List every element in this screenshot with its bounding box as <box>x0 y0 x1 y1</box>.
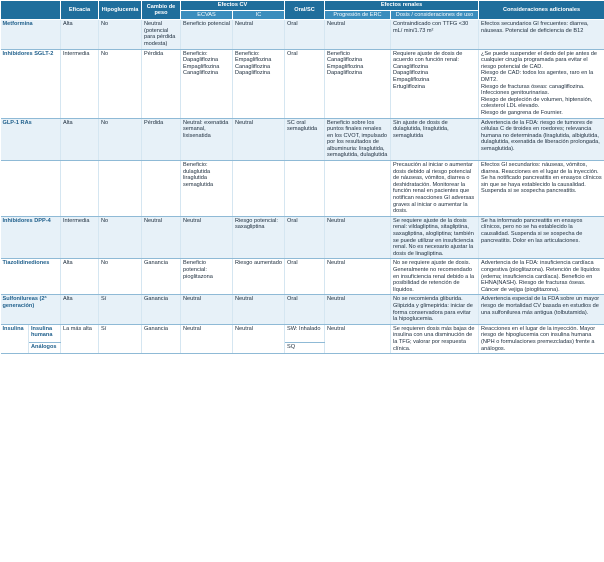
row-metformin <box>1 20 604 49</box>
cell-line: Dapagliflozina <box>183 57 219 64</box>
considerations-cell: Advertencia especial de la FDA sobre un mayor riesgo de mortalidad CV basada en estudios de una sulfonilurea más antigua (tolbutamida). <box>479 295 604 324</box>
dose-cell: Precaución al iniciar o aumentar dosis debido al riesgo potencial de náuseas, vómitos, diarrea o deshidratación. Monitorear la función renal en pacientes que notifican reacciones GI adversas graves al iniciar o aumentar la dosis. <box>391 161 479 217</box>
header-considerations: Consideraciones adicionales <box>479 1 604 20</box>
erc-cell: Neutral <box>325 216 391 259</box>
hypoglycemia-cell: Sí <box>99 324 142 353</box>
blank-cell <box>99 161 142 217</box>
dose-cell: No se requiere ajuste de dosis. Generalmente no recomendado en insuficiencia renal debido a la posibilidad de retención de líquidos. <box>391 259 479 295</box>
ecvas-cell <box>181 49 233 118</box>
insulin-subtype: Análogos <box>29 343 61 354</box>
header-cv-effects: Efectos CV <box>181 1 285 11</box>
cell-line: Dapagliflozina <box>327 70 363 77</box>
considerations-cell: Efectos secundarios GI frecuentes: diarrea, náuseas. Potencial de deficiencia de B12 <box>479 20 604 49</box>
erc-cell: Neutral <box>325 20 391 49</box>
cell-line: Canagliflozina <box>327 57 363 64</box>
blank-cell <box>233 161 285 217</box>
cell-line: semaglutida <box>183 181 214 188</box>
header-oral-sc: Oral/SC <box>285 1 325 20</box>
cell-line: Beneficio <box>327 50 351 57</box>
row-insulin <box>1 324 604 342</box>
blank-cell <box>1 161 61 217</box>
header-hypoglycemia: Hipoglucemia <box>99 1 142 20</box>
considerations-cell: Advertencia de la FDA: insuficiencia cardíaca congestiva (pioglitazona). Retención de líquidos (edema; insuficiencia cardíaca). Beneficio en EHNA(NASH). Riesgo de fracturas óseas. Cáncer de vejiga (pioglitazona). <box>479 259 604 295</box>
dose-cell: No se recomienda gliburida. Glipizida y glimepirida: iniciar de forma conservadora para evitar la hipoglucemia. <box>391 295 479 324</box>
cell-line: Beneficio: <box>183 50 208 57</box>
efficacy-cell: Intermedia <box>61 49 99 118</box>
route-cell: Oral <box>285 20 325 49</box>
row-dpp4 <box>1 216 604 259</box>
route-cell: SW: Inhalado <box>285 324 325 342</box>
efficacy-cell: Alta <box>61 118 99 161</box>
hypoglycemia-cell: No <box>99 49 142 118</box>
ic-cell: Riesgo aumentado <box>233 259 285 295</box>
considerations-cell: Advertencia de la FDA: riesgo de tumores de células C de tiroides en roedores; relevancia humana no determinada (liraglutida, albiglutida, dulaglutida, exenatida de liberación prolongada, semaglutida). <box>479 118 604 161</box>
ecvas-cell: Neutral <box>181 295 233 324</box>
cell-line: Infecciones genitourinarias. <box>481 90 550 97</box>
drug-name: Insulina <box>1 324 29 353</box>
route-cell: Oral <box>285 259 325 295</box>
drug-name: Tiazolidinediones <box>1 259 61 295</box>
cell-line: dulaglutida <box>183 168 211 175</box>
dose-cell: Contraindicado con TTFG <30 mL/ min/1.73 m² <box>391 20 479 49</box>
ic-cell: Neutral <box>233 295 285 324</box>
row-sglt2 <box>1 49 604 118</box>
ecvas-cell: Beneficio potencial: pioglitazona <box>181 259 233 295</box>
cell-line: Riesgo de CAD: todos los agentes, raro en la DMT2. <box>481 70 594 83</box>
weight-cell: Neutral <box>142 216 181 259</box>
cell-line: Riesgo de depleción de volumen, hiptensión, colesterol LDL elevado. <box>481 96 593 110</box>
drug-name: Sulfonilureas (2ª generación) <box>1 295 61 324</box>
cell-line: Riesgo de gangrena de Fournier. <box>481 109 563 116</box>
blank-cell <box>142 161 181 217</box>
dose-cell: Sin ajuste de dosis de dulaglutida, liraglutida, semaglutida <box>391 118 479 161</box>
header-renal-effects: Efectos renales <box>325 1 479 11</box>
drug-name: Inhibidores SGLT-2 <box>1 49 61 118</box>
hypoglycemia-cell: No <box>99 216 142 259</box>
route-cell: Oral <box>285 49 325 118</box>
ic-cell: Riesgo potencial: saxagliptina <box>233 216 285 259</box>
cell-line: Canagliflozina <box>235 63 271 70</box>
weight-cell: Ganancia <box>142 324 181 353</box>
cell-line: Dapagliflozina <box>235 70 271 77</box>
cell-line: Empagliflozina <box>183 63 220 70</box>
erc-cell: Neutral <box>325 324 391 353</box>
row-glp1-continued <box>1 161 604 217</box>
route-cell: SC oral semaglutida <box>285 118 325 161</box>
row-tzd <box>1 259 604 295</box>
ic-cell <box>233 49 285 118</box>
ecvas-cell: Neutral <box>181 324 233 353</box>
erc-cell <box>325 49 391 118</box>
cell-line: Empagliflozina <box>393 76 430 83</box>
erc-cell: Neutral <box>325 295 391 324</box>
header-blank <box>1 1 61 20</box>
weight-cell: Ganancia <box>142 295 181 324</box>
ecvas-cell: Neutral: exenatida semanal, lixisenatida <box>181 118 233 161</box>
cell-line: Requiere ajuste de dosis de acuerdo con función renal: Canagliflozina <box>393 50 463 70</box>
erc-cell: Beneficio sobre los puntos finales renales en los CVOT, impulsado por los resultados de albuminuria: liraglutida, semaglutida, dulaglutida <box>325 118 391 161</box>
route-cell: SQ <box>285 343 325 354</box>
cell-line: Dapagliflozina <box>393 70 429 77</box>
drug-name: GLP-1 RAs <box>1 118 61 161</box>
row-glp1 <box>1 118 604 161</box>
weight-cell: Pérdida <box>142 118 181 161</box>
header-ic: IC <box>233 10 285 20</box>
weight-cell: Neutral (potencial para pérdida modesta) <box>142 20 181 49</box>
cell-line: ¿Se puede suspender el dedo del pie antes de cualquier cirugía programada para evitar el riesgo potencial de CAD. <box>481 50 598 70</box>
cell-line: Beneficio: <box>235 50 260 57</box>
cell-line: Empagliflozina <box>235 57 272 64</box>
header-efficacy: Eficacia <box>61 1 99 20</box>
cell-line: Riesgo de fracturas óseas: canagliflozina. <box>481 83 585 90</box>
header-dose: Dosis / consideraciones de uso <box>391 10 479 20</box>
cell-line: Beneficio: <box>183 162 208 169</box>
row-sulfonylureas <box>1 295 604 324</box>
hypoglycemia-cell: No <box>99 20 142 49</box>
blank-cell <box>61 161 99 217</box>
hypoglycemia-cell: No <box>99 118 142 161</box>
considerations-cell: Efectos GI secundarios: náuseas, vómitos, diarrea. Reacciones en el lugar de la inyección. Se ha notificado pancreatitis en ensayos clínicos sin que se haya establecido la causalidad. Suspenda si se sospecha pancreatitis. <box>479 161 604 217</box>
ecvas-cell: Neutral <box>181 216 233 259</box>
efficacy-cell: Alta <box>61 259 99 295</box>
blank-cell <box>325 161 391 217</box>
efficacy-cell: Alta <box>61 295 99 324</box>
dose-cell <box>391 49 479 118</box>
efficacy-cell: Intermedia <box>61 216 99 259</box>
ecvas-cell <box>181 161 233 217</box>
weight-cell: Ganancia <box>142 259 181 295</box>
hypoglycemia-cell: No <box>99 259 142 295</box>
ic-cell: Neutral <box>233 20 285 49</box>
cell-line: Ertugliflozina <box>393 83 426 90</box>
considerations-cell: Se ha informado pancreatitis en ensayos clínicos, pero no se ha establecido la causalidad. Suspenda si se sospecha de pancreatitis. Dolor en las articulaciones. <box>479 216 604 259</box>
ic-cell: Neutral <box>233 324 285 353</box>
hypoglycemia-cell: Sí <box>99 295 142 324</box>
efficacy-cell: La más alta <box>61 324 99 353</box>
weight-cell: Pérdida <box>142 49 181 118</box>
blank-cell <box>285 161 325 217</box>
drug-name: Metformina <box>1 20 61 49</box>
efficacy-cell: Alta <box>61 20 99 49</box>
insulin-subtype: Insulina humana <box>29 324 61 342</box>
dose-cell: Se requiere ajuste de la dosis renal: vildagliptina, sitagliptina, saxagliptina, alogliptina; también se puede utilizar en insuficiencia renal. No es necesario ajustar la dosis de linagliptina. <box>391 216 479 259</box>
ic-cell: Neutral <box>233 118 285 161</box>
header-erc: Progresión de ERC <box>325 10 391 20</box>
header-ecvas: ECVAS <box>181 10 233 20</box>
header-weight: Cambio de peso <box>142 1 181 20</box>
drug-name: Inhibidores DPP-4 <box>1 216 61 259</box>
dose-cell: Se requieren dosis más bajas de insulina con una disminución de la TFG; valorar por respuesta clínica. <box>391 324 479 353</box>
route-cell: Oral <box>285 216 325 259</box>
erc-cell: Neutral <box>325 259 391 295</box>
cell-line: Canagliflozina <box>183 70 219 77</box>
ecvas-cell: Beneficio potencial <box>181 20 233 49</box>
cell-line: Empagliflozina <box>327 63 364 70</box>
route-cell: Oral <box>285 295 325 324</box>
considerations-cell <box>479 49 604 118</box>
considerations-cell: Reacciones en el lugar de la inyección. Mayor riesgo de hipoglucemia con insulina humana (NPH o formulaciones premezcladas) frente a análogos. <box>479 324 604 353</box>
cell-line: liraglutida <box>183 175 207 182</box>
